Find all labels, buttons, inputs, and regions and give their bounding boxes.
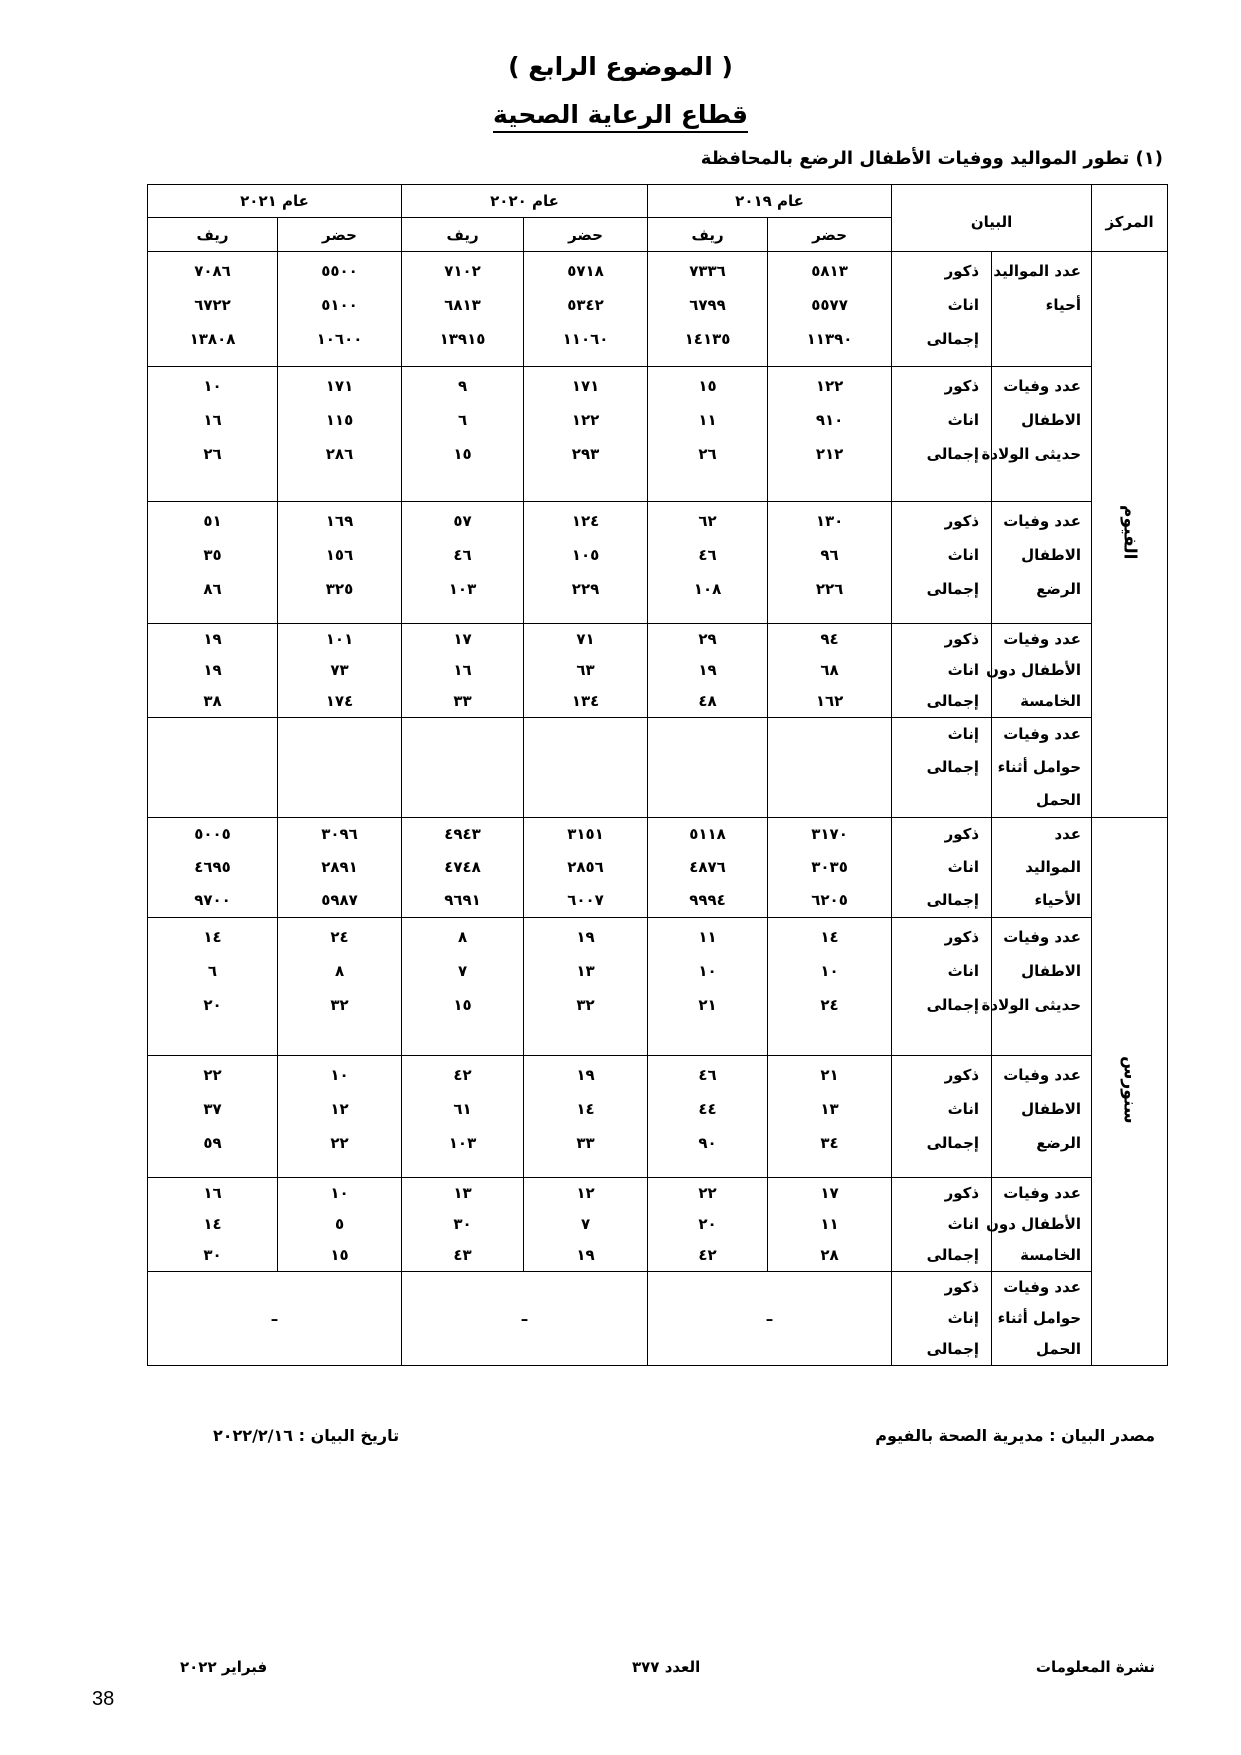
page-number: 38 — [92, 1688, 115, 1710]
value-cell: ١١ ١٠ ٢١ — [648, 918, 768, 1056]
table-row — [148, 1056, 1168, 1178]
value-cell: ٧٠٨٦ ٦٧٢٢ ١٣٨٠٨ — [148, 252, 278, 367]
value-cell: ٢٢ ٣٧ ٥٩ — [148, 1056, 278, 1178]
row-genders: ذكور اناث إجمالى — [892, 1178, 992, 1272]
row-label-under-five-deaths: عدد وفيات الأطفال دون الخامسة — [992, 1178, 1092, 1272]
table-caption: (١) تطور المواليد ووفيات الأطفال الرضع بالمحافظة — [700, 148, 1163, 169]
header-row-years — [148, 185, 1168, 218]
births-deaths-table — [147, 184, 1168, 1366]
center-sinnuris-label: سنورس — [1119, 1055, 1140, 1124]
row-genders: ذكور اناث إجمالى — [892, 818, 992, 918]
value-cell: ٣٠٩٦ ٢٨٩١ ٥٩٨٧ — [278, 818, 402, 918]
value-cell: ٥٧ ٤٦ ١٠٣ — [402, 502, 524, 624]
value-cell: ٢٩ ١٩ ٤٨ — [648, 624, 768, 718]
header-center: المركز — [1092, 185, 1168, 252]
value-cell: ١٢٢ ٩١٠ ٢١٢ — [768, 367, 892, 502]
value-cell: ١٠ ١٦ ٢٦ — [148, 367, 278, 502]
value-cell: ١٩ ١٩ ٣٨ — [148, 624, 278, 718]
value-cell: ٤٢ ٦١ ١٠٣ — [402, 1056, 524, 1178]
table-row — [148, 718, 1168, 818]
value-cell: ٣١٧٠ ٣٠٣٥ ٦٢٠٥ — [768, 818, 892, 918]
row-label-infant-deaths: عدد وفيات الاطفال الرضع — [992, 502, 1092, 624]
header-rural-2021: ريف — [148, 218, 278, 252]
row-label-neonatal-deaths: عدد وفيات الاطفال حديثى الولادة — [992, 367, 1092, 502]
row-genders: ذكور اناث إجمالى — [892, 367, 992, 502]
value-cell: ٤٩٤٣ ٤٧٤٨ ٩٦٩١ — [402, 818, 524, 918]
value-cell: ١٢٤ ١٠٥ ٢٢٩ — [524, 502, 648, 624]
value-cell: ٥٨١٣ ٥٥٧٧ ١١٣٩٠ — [768, 252, 892, 367]
value-cell: ٧٣٣٦ ٦٧٩٩ ١٤١٣٥ — [648, 252, 768, 367]
value-cell: ١٣ ٣٠ ٤٣ — [402, 1178, 524, 1272]
value-cell: ١٢ ٧ ١٩ — [524, 1178, 648, 1272]
header-urban-2021: حضر — [278, 218, 402, 252]
header-rural-2020: ريف — [402, 218, 524, 252]
row-genders: ذكور اناث إجمالى — [892, 918, 992, 1056]
issue-month: فبراير ٢٠٢٢ — [180, 1658, 268, 1676]
row-label-births: عدد المواليد أحياء — [992, 252, 1092, 367]
value-cell: ١٦٩ ١٥٦ ٣٢٥ — [278, 502, 402, 624]
topic-title: ( الموضوع الرابع ) — [508, 52, 733, 81]
row-label-maternal-deaths: عدد وفيات حوامل أثناء الحمل — [992, 718, 1092, 818]
value-cell: ١٥ ١١ ٢٦ — [648, 367, 768, 502]
table-row — [148, 502, 1168, 624]
header-year-2019: عام ٢٠١٩ — [648, 185, 892, 218]
value-cell: ٢٤ ٨ ٣٢ — [278, 918, 402, 1056]
table-row — [148, 818, 1168, 918]
row-genders: إناث إجمالى — [892, 718, 992, 818]
value-cell: ١٠ ٥ ١٥ — [278, 1178, 402, 1272]
dash-cell-2021: – — [148, 1272, 402, 1366]
value-cell — [768, 718, 892, 818]
value-cell: ٢٢ ٢٠ ٤٢ — [648, 1178, 768, 1272]
sector-title — [0, 100, 1241, 129]
value-cell: ١٧ ١١ ٢٨ — [768, 1178, 892, 1272]
value-cell: ١٣٠ ٩٦ ٢٢٦ — [768, 502, 892, 624]
value-cell: ٥٧١٨ ٥٣٤٢ ١١٠٦٠ — [524, 252, 648, 367]
value-cell: ٩٤ ٦٨ ١٦٢ — [768, 624, 892, 718]
row-genders: ذكور اناث إجمالى — [892, 624, 992, 718]
row-genders: ذكور اناث إجمالى — [892, 502, 992, 624]
row-label-maternal-deaths: عدد وفيات حوامل أثناء الحمل — [992, 1272, 1092, 1366]
table-row — [148, 624, 1168, 718]
bulletin-name: نشرة المعلومات — [1035, 1658, 1155, 1676]
table-row — [148, 918, 1168, 1056]
value-cell: ٣١٥١ ٢٨٥٦ ٦٠٠٧ — [524, 818, 648, 918]
value-cell: ٢١ ١٣ ٣٤ — [768, 1056, 892, 1178]
center-fayoum-label: الفيوم — [1119, 505, 1140, 560]
value-cell: ٥١ ٣٥ ٨٦ — [148, 502, 278, 624]
row-label-infant-deaths: عدد وفيات الاطفال الرضع — [992, 1056, 1092, 1178]
value-cell: ٧١ ٦٣ ١٣٤ — [524, 624, 648, 718]
row-label-neonatal-deaths: عدد وفيات الاطفال حديثى الولادة — [992, 918, 1092, 1056]
issue-number: العدد ٣٧٧ — [632, 1658, 701, 1676]
value-cell — [524, 718, 648, 818]
center-fayoum — [1092, 252, 1168, 818]
value-cell: ١٩ ١٣ ٣٢ — [524, 918, 648, 1056]
value-cell: ١٧١ ١١٥ ٢٨٦ — [278, 367, 402, 502]
table-row — [148, 367, 1168, 502]
row-genders: ذكور اناث إجمالى — [892, 252, 992, 367]
value-cell — [402, 718, 524, 818]
value-cell: ٦٢ ٤٦ ١٠٨ — [648, 502, 768, 624]
header-urban-2019: حضر — [768, 218, 892, 252]
header-rural-2019: ريف — [648, 218, 768, 252]
value-cell: ٥٥٠٠ ٥١٠٠ ١٠٦٠٠ — [278, 252, 402, 367]
header-statement: البيان — [892, 185, 1092, 252]
value-cell: ١٧ ١٦ ٣٣ — [402, 624, 524, 718]
value-cell — [148, 718, 278, 818]
value-cell: ١٤ ١٠ ٢٤ — [768, 918, 892, 1056]
table-row — [148, 1178, 1168, 1272]
data-date: تاريخ البيان : ٢٠٢٢/٢/١٦ — [213, 1426, 400, 1445]
value-cell: ١٦ ١٤ ٣٠ — [148, 1178, 278, 1272]
dash-cell-2020: – — [402, 1272, 648, 1366]
value-cell: ١٩ ١٤ ٣٣ — [524, 1056, 648, 1178]
value-cell: ١٠ ١٢ ٢٢ — [278, 1056, 402, 1178]
value-cell: ٥١١٨ ٤٨٧٦ ٩٩٩٤ — [648, 818, 768, 918]
dash-cell-2019: – — [648, 1272, 892, 1366]
value-cell: ٥٠٠٥ ٤٦٩٥ ٩٧٠٠ — [148, 818, 278, 918]
row-genders: ذكور اناث إجمالى — [892, 1056, 992, 1178]
value-cell: ٤٦ ٤٤ ٩٠ — [648, 1056, 768, 1178]
value-cell: ٩ ٦ ١٥ — [402, 367, 524, 502]
value-cell — [278, 718, 402, 818]
row-label-under-five-deaths: عدد وفيات الأطفال دون الخامسة — [992, 624, 1092, 718]
value-cell: ١٧١ ١٢٢ ٢٩٣ — [524, 367, 648, 502]
value-cell: ١٤ ٦ ٢٠ — [148, 918, 278, 1056]
header-urban-2020: حضر — [524, 218, 648, 252]
value-cell — [648, 718, 768, 818]
row-label-births: عدد المواليد الأحياء — [992, 818, 1092, 918]
header-year-2020: عام ٢٠٢٠ — [402, 185, 648, 218]
table-row — [148, 1272, 1168, 1366]
row-genders: ذكور إناث إجمالى — [892, 1272, 992, 1366]
value-cell: ٨ ٧ ١٥ — [402, 918, 524, 1056]
value-cell: ١٠١ ٧٣ ١٧٤ — [278, 624, 402, 718]
center-sinnuris — [1092, 818, 1168, 1366]
table-row — [148, 252, 1168, 367]
data-source: مصدر البيان : مديرية الصحة بالفيوم — [875, 1426, 1155, 1445]
sector-title-text: قطاع الرعاية الصحية — [493, 100, 748, 133]
value-cell: ٧١٠٢ ٦٨١٣ ١٣٩١٥ — [402, 252, 524, 367]
header-year-2021: عام ٢٠٢١ — [148, 185, 402, 218]
